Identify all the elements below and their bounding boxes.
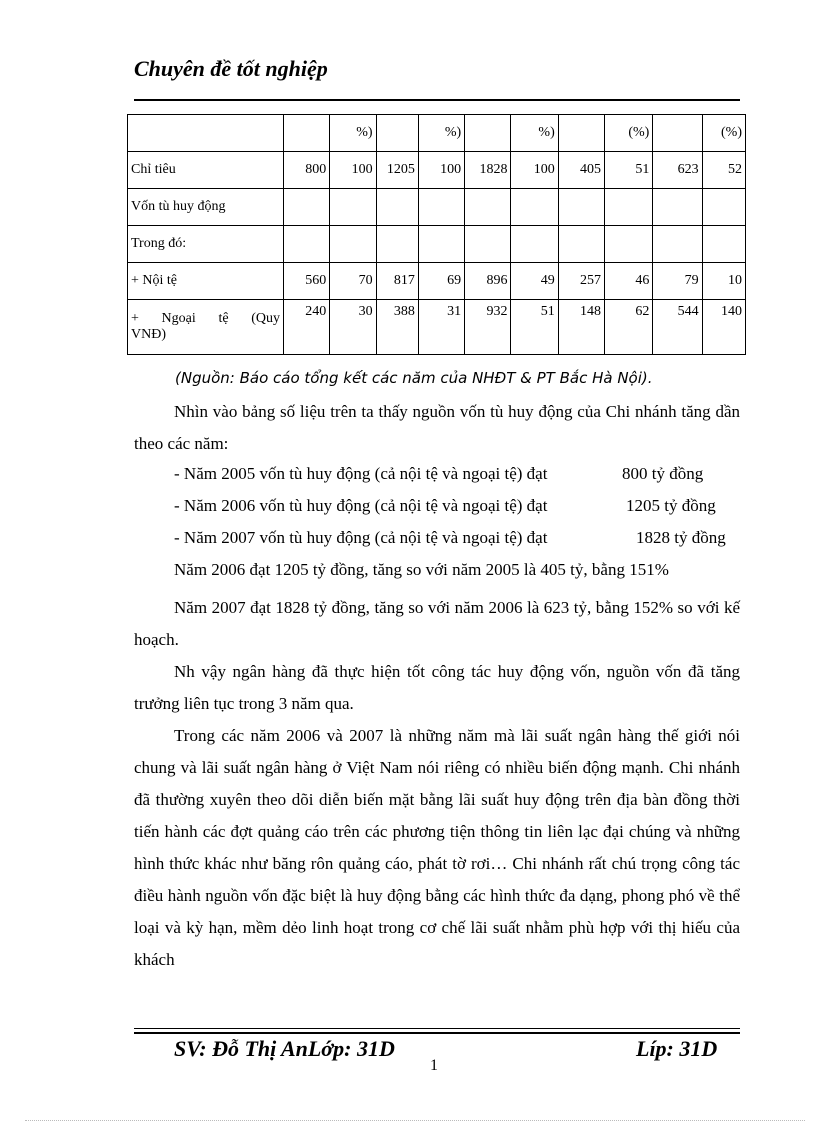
page-bottom-border [25, 1120, 805, 1121]
table-cell: 62 [605, 300, 653, 355]
row-label: Vốn tù huy động [128, 189, 284, 226]
row-label: + Nội tệ [128, 263, 284, 300]
table-cell [511, 226, 558, 263]
table-cell: %) [511, 115, 558, 152]
table-cell [702, 226, 745, 263]
table-cell [558, 226, 604, 263]
table-cell: 49 [511, 263, 558, 300]
list-item-2005-text: - Năm 2005 vốn tù huy động (cả nội tệ và ngoại tệ) đạt [174, 464, 548, 483]
table-cell: 51 [511, 300, 558, 355]
table-cell [605, 226, 653, 263]
list-item-2006-value: 1205 tỷ đồng [626, 496, 716, 515]
table-cell: 1205 [376, 152, 418, 189]
table-cell: 932 [465, 300, 511, 355]
row-label: Trong đó: [128, 226, 284, 263]
table-cell: 148 [558, 300, 604, 355]
table-row [128, 263, 746, 300]
table-cell: 544 [653, 300, 702, 355]
paragraph-conclusion: Nh vậy ngân hàng đã thực hiện tốt công tác huy động vốn, nguồn vốn đã tăng trưởng liên tục trong 3 năm qua. [134, 662, 740, 713]
table-cell: 817 [376, 263, 418, 300]
table-row [128, 189, 746, 226]
table-cell: 623 [653, 152, 702, 189]
table-cell [128, 115, 284, 152]
table-cell [653, 115, 702, 152]
list-item-2007-text: - Năm 2007 vốn tù huy động (cả nội tệ và ngoại tệ) đạt [174, 528, 548, 547]
table-cell: 560 [284, 263, 330, 300]
table-cell: 79 [653, 263, 702, 300]
table-cell [418, 226, 464, 263]
table-cell: 800 [284, 152, 330, 189]
table-cell: 46 [605, 263, 653, 300]
table-cell: 140 [702, 300, 745, 355]
growth-2006-line: Năm 2006 đạt 1205 tỷ đồng, tăng so với năm 2005 là 405 tỷ, bằng 151% [174, 560, 669, 579]
table-cell [330, 189, 376, 226]
table-cell [605, 189, 653, 226]
table-cell [284, 115, 330, 152]
table-cell: 896 [465, 263, 511, 300]
table-cell: %) [330, 115, 376, 152]
list-item-2006-text: - Năm 2006 vốn tù huy động (cả nội tệ và ngoại tệ) đạt [174, 496, 548, 515]
row-label-line2: VNĐ) [131, 327, 166, 342]
paragraph-interest: Trong các năm 2006 và 2007 là những năm mà lãi suất ngân hàng thế giới nói chung và lãi suất ngân hàng ở Việt Nam nói riêng có nhiều biến động mạnh. Chi nhánh đã thường xuyên theo dõi diễn biến mặt bằng lãi suất huy động trên địa bàn đồng thời tiến hành các đợt quảng cáo trên các phương tiện thông tin liên lạc đại chúng và những hình thức khác như băng rôn quảng cáo, phát tờ rơi… Chi nhánh rất chú trọng công tác điều hành nguồn vốn đặc biệt là huy động bằng các hình thức đa dạng, phong phó về thể loại và kỳ hạn, mềm dẻo linh hoạt trong cơ chế lãi suất nhằm phù hợp với thị hiếu của khách [134, 726, 740, 969]
list-item-2007-value: 1828 tỷ đồng [636, 528, 726, 547]
table-cell: 69 [418, 263, 464, 300]
table-cell: (%) [605, 115, 653, 152]
table-cell [465, 189, 511, 226]
table-cell [653, 226, 702, 263]
table-cell [653, 189, 702, 226]
table-cell: %) [418, 115, 464, 152]
table-cell: 100 [511, 152, 558, 189]
table-source-note: (Nguồn: Báo cáo tổng kết các năm của NHĐT & PT Bắc Hà Nội). [175, 369, 653, 387]
table-cell: 52 [702, 152, 745, 189]
table-cell: 100 [330, 152, 376, 189]
table-cell: 388 [376, 300, 418, 355]
table-cell [511, 189, 558, 226]
table-cell [376, 189, 418, 226]
table-cell [465, 115, 511, 152]
table-row [128, 152, 746, 189]
table-cell [418, 189, 464, 226]
row-label [128, 300, 284, 355]
table-row [128, 226, 746, 263]
header-rule [134, 99, 740, 101]
table-cell [465, 226, 511, 263]
footer-rule [134, 1032, 740, 1034]
list-item-2005-value: 800 tỷ đồng [622, 464, 704, 483]
footer-rule [134, 1028, 740, 1029]
footer-class: Líp: 31D [636, 1036, 718, 1061]
table-row [128, 300, 746, 355]
table-cell: 257 [558, 263, 604, 300]
footer-student: SV: Đỗ Thị AnLớp: 31D [174, 1036, 395, 1061]
table-cell: 405 [558, 152, 604, 189]
table-header-row [128, 115, 746, 152]
table-cell: 70 [330, 263, 376, 300]
table-cell: 31 [418, 300, 464, 355]
table-cell: 30 [330, 300, 376, 355]
header-title: Chuyên đề tốt nghiệp [134, 56, 328, 81]
page-number: 1 [430, 1057, 438, 1074]
table-cell [558, 115, 604, 152]
table-cell [284, 189, 330, 226]
table-cell [284, 226, 330, 263]
row-label: Chỉ tiêu [128, 152, 284, 189]
table-cell: 51 [605, 152, 653, 189]
table-cell [330, 226, 376, 263]
table-cell: (%) [702, 115, 745, 152]
paragraph-intro: Nhìn vào bảng số liệu trên ta thấy nguồn vốn tù huy động của Chi nhánh tăng dần theo các năm: [134, 402, 740, 453]
capital-table [127, 114, 746, 355]
table-cell: 1828 [465, 152, 511, 189]
table-cell [702, 189, 745, 226]
table-cell: 240 [284, 300, 330, 355]
table-cell: 10 [702, 263, 745, 300]
table-cell [376, 115, 418, 152]
row-label-line1: + Ngoại tệ (Quy [131, 311, 280, 326]
table-cell: 100 [418, 152, 464, 189]
table-cell [376, 226, 418, 263]
paragraph-2007: Năm 2007 đạt 1828 tỷ đồng, tăng so với năm 2006 là 623 tỷ, bằng 152% so với kế hoạch. [134, 598, 740, 649]
table-cell [558, 189, 604, 226]
